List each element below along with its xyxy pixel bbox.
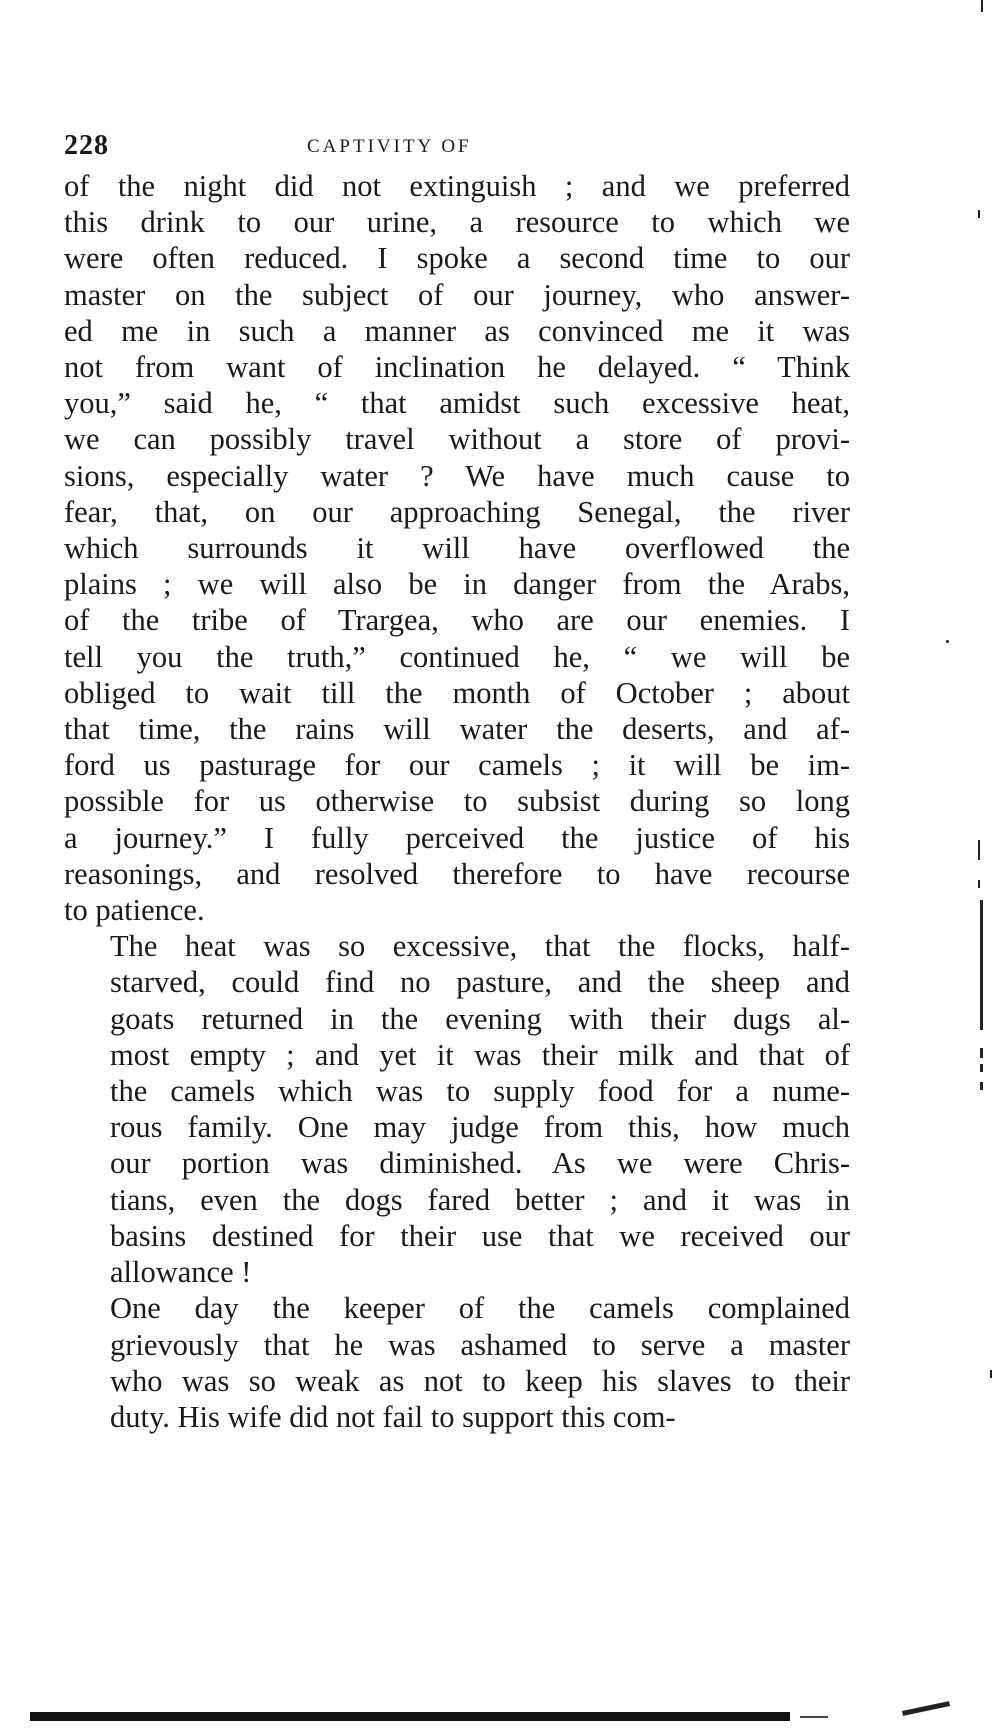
text-line: rous family. One may judge from this, how much (110, 1110, 850, 1145)
scan-mark-right-1 (978, 210, 980, 218)
bottom-page-edge (30, 1712, 790, 1721)
text-line: possible for us otherwise to subsist during so long (64, 784, 850, 819)
body-text (64, 168, 850, 1435)
text-line: obliged to wait till the month of October ; about (64, 675, 850, 710)
bottom-page-edge-dash (800, 1716, 828, 1718)
text-line: who was so weak as not to keep his slaves to their (110, 1363, 850, 1398)
text-line: ford us pasturage for our camels ; it will be im- (64, 748, 850, 783)
scan-mark-right-8 (980, 1082, 983, 1090)
scan-mark-right-4 (978, 880, 980, 888)
scan-mark-top (981, 0, 983, 12)
text-line: The heat was so excessive, that the flocks, half- (110, 929, 850, 964)
scan-mark-right-7 (980, 1064, 983, 1072)
text-line: One day the keeper of the camels complained (110, 1291, 850, 1326)
text-line: ed me in such a manner as convinced me it was (64, 313, 850, 348)
text-line: we can possibly travel without a store of provi- (64, 422, 850, 457)
text-line: grievously that he was ashamed to serve a master (110, 1327, 850, 1362)
paragraph (64, 1290, 850, 1435)
text-line: most empty ; and yet it was their milk and that of (110, 1037, 850, 1072)
text-line: of the tribe of Trargea, who are our enemies. I (64, 603, 850, 638)
text-line: master on the subject of our journey, who answer- (64, 277, 850, 312)
text-line: fear, that, on our approaching Senegal, the river (64, 494, 850, 529)
text-line: the camels which was to supply food for a nume- (110, 1074, 850, 1109)
page-number: 228 (64, 130, 109, 161)
text-line: basins destined for their use that we received our (110, 1218, 850, 1253)
text-line: tell you the truth,” continued he, “ we will be (64, 639, 850, 674)
text-line: allowance ! (110, 1255, 252, 1290)
bottom-page-edge-corner (902, 1701, 950, 1716)
text-line: you,” said he, “ that amidst such excessive heat, (64, 386, 850, 421)
scan-mark-right-6 (980, 1048, 983, 1058)
scan-mark-right-5 (980, 900, 983, 1030)
text-line: starved, could find no pasture, and the sheep and (110, 965, 850, 1000)
text-line: to patience. (64, 893, 205, 928)
running-head: CAPTIVITY OF (307, 136, 472, 157)
text-line: not from want of inclination he delayed. “ Think (64, 350, 850, 385)
text-line: were often reduced. I spoke a second time to our (64, 241, 850, 276)
text-line: this drink to our urine, a resource to which we (64, 205, 850, 240)
paragraph (64, 928, 850, 1290)
text-line: duty. His wife did not fail to support this com- (110, 1399, 676, 1434)
text-line: of the night did not extinguish ; and we preferred (64, 169, 850, 203)
text-line: sions, especially water ? We have much cause to (64, 458, 850, 493)
text-line: goats returned in the evening with their dugs al- (110, 1001, 850, 1036)
text-line: plains ; we will also be in danger from the Arabs, (64, 567, 850, 602)
text-line: that time, the rains will water the deserts, and af- (64, 712, 850, 747)
paragraph (64, 168, 850, 928)
scan-mark-right-3 (978, 840, 980, 860)
scan-mark-right-2 (946, 640, 949, 643)
text-line: reasonings, and resolved therefore to have recourse (64, 856, 850, 891)
page-header (64, 130, 844, 170)
scan-mark-right-9 (990, 1370, 992, 1378)
text-line: tians, even the dogs fared better ; and it was in (110, 1182, 850, 1217)
text-line: our portion was diminished. As we were Chris- (110, 1146, 850, 1181)
text-line: a journey.” I fully perceived the justice of his (64, 820, 850, 855)
text-line: which surrounds it will have overflowed the (64, 531, 850, 566)
